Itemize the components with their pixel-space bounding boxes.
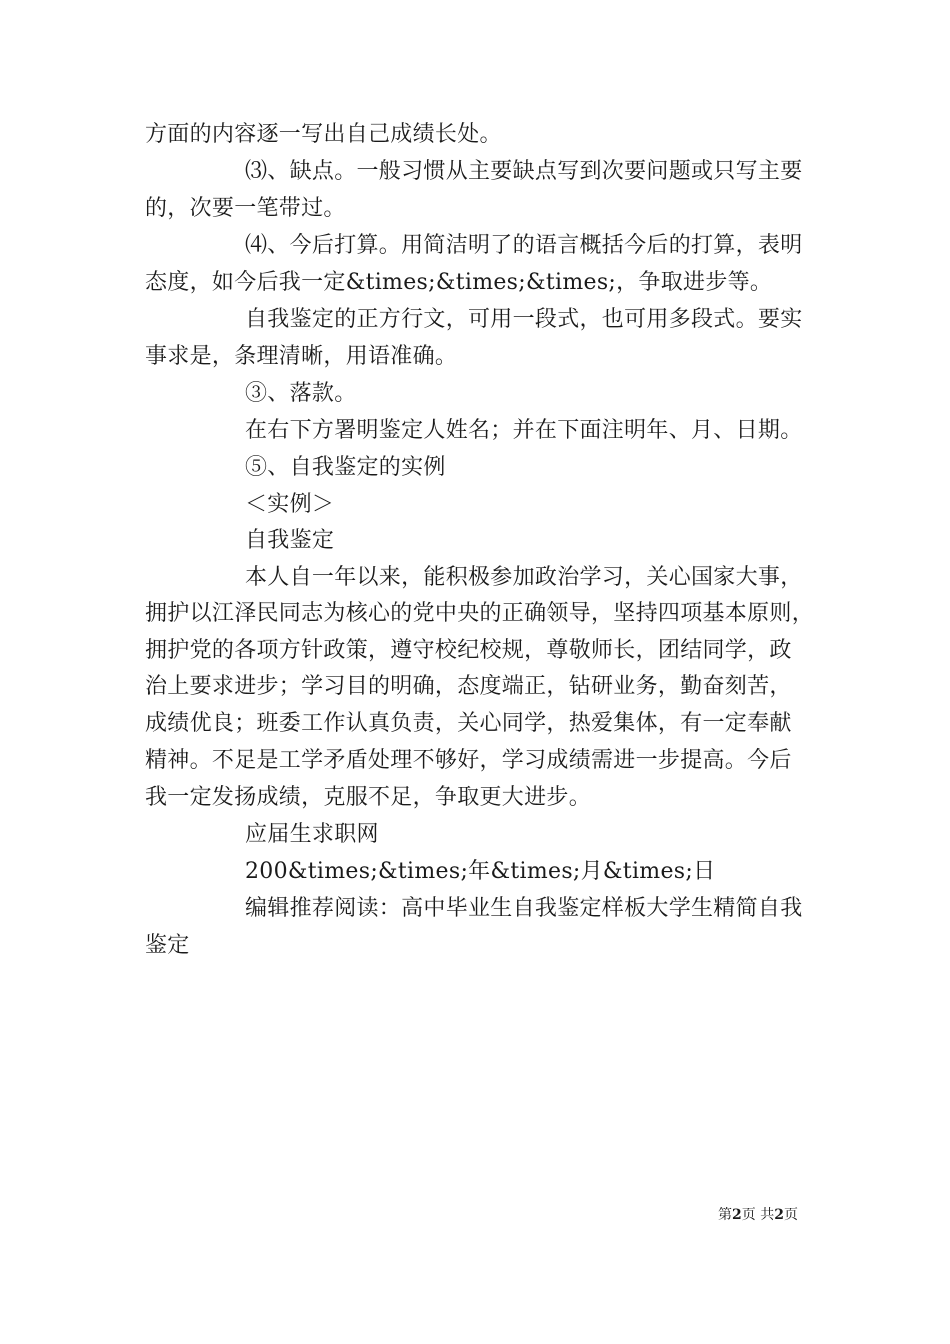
footer-prefix: 第 xyxy=(718,1207,732,1223)
footer-middle: 页 共 xyxy=(741,1207,775,1223)
text-line: 200&times;&times;年&times;月&times;日 xyxy=(245,859,716,884)
text-line: 自我鉴定 xyxy=(245,528,335,553)
text-line: 态度，如今后我一定&times;&times;&times;，争取进步等。 xyxy=(145,270,773,295)
text-line: 治上要求进步；学习目的明确，态度端正，钻研业务，勤奋刻苦， xyxy=(145,674,792,699)
text-line: 本人自一年以来，能积极参加政治学习，关心国家大事， xyxy=(245,565,803,590)
text-line: 成绩优良；班委工作认真负责，关心同学，热爱集体，有一定奉献 xyxy=(145,711,792,736)
text-line: 我一定发扬成绩，克服不足，争取更大进步。 xyxy=(145,785,592,810)
text-line: 精神。不足是工学矛盾处理不够好，学习成绩需进一步提高。今后 xyxy=(145,748,792,773)
text-line: 编辑推荐阅读：高中毕业生自我鉴定样板大学生精简自我 xyxy=(245,896,803,921)
text-line: 自我鉴定的正方行文，可用一段式，也可用多段式。要实 xyxy=(245,307,803,332)
text-line: ＜实例＞ xyxy=(245,492,335,517)
text-line: 方面的内容逐一写出自己成绩长处。 xyxy=(145,122,502,147)
text-line: 应届生求职网 xyxy=(245,822,379,847)
text-line: 鉴定 xyxy=(145,933,190,958)
text-line: 拥护党的各项方针政策，遵守校纪校规，尊敬师长，团结同学，政 xyxy=(145,638,792,663)
footer-suffix: 页 xyxy=(783,1207,798,1223)
current-page-number: 2 xyxy=(732,1207,742,1223)
total-page-number: 2 xyxy=(774,1207,784,1223)
text-line: 在右下方署明鉴定人姓名；并在下面注明年、月、日期。 xyxy=(245,418,803,443)
text-line: 事求是，条理清晰，用语准确。 xyxy=(145,344,458,369)
text-line: 拥护以江泽民同志为核心的党中央的正确领导，坚持四项基本原则， xyxy=(145,601,815,626)
page-number-footer xyxy=(718,1206,798,1224)
text-line: 的，次要一笔带过。 xyxy=(145,196,346,221)
text-line: ③、落款。 xyxy=(245,381,357,406)
text-line: ⑷、今后打算。用简洁明了的语言概括今后的打算，表明 xyxy=(245,233,803,258)
text-line: ⑶、缺点。一般习惯从主要缺点写到次要问题或只写主要 xyxy=(245,159,803,184)
text-line: ⑤、自我鉴定的实例 xyxy=(245,455,446,480)
